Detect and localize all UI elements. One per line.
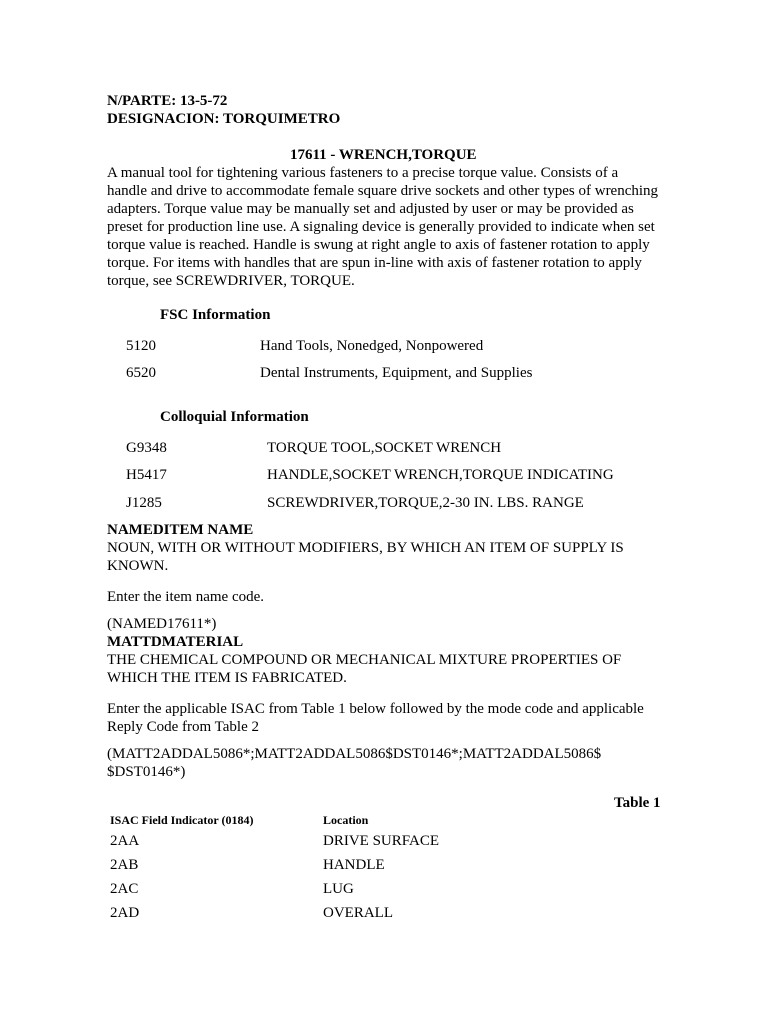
table-1-location: OVERALL [323,905,393,921]
table-1-label: Table 1 [614,795,661,811]
material-definition: WHICH THE ITEM IS FABRICATED. [107,670,347,686]
table-1-code: 2AB [110,857,139,873]
material-instruction: Reply Code from Table 2 [107,719,259,735]
material-instruction: Enter the applicable ISAC from Table 1 below followed by the mode code and applicable [107,701,644,717]
named-item-definition: KNOWN. [107,558,169,574]
fsc-description: Dental Instruments, Equipment, and Supplies [260,365,533,381]
named-item-heading: NAMEDITEM NAME [107,522,254,538]
item-title: 17611 - WRENCH,TORQUE [290,147,477,163]
table-1-header-isac: ISAC Field Indicator (0184) [110,813,254,827]
table-1-header-location: Location [323,813,369,827]
fsc-code: 5120 [126,338,156,354]
description-line: A manual tool for tightening various fasteners to a precise torque value. Consists of a [107,165,619,181]
fsc-heading: FSC Information [160,307,271,323]
table-1-location: LUG [323,881,354,897]
description-line: handle and drive to accommodate female square drive sockets and other types of wrenching [107,183,659,199]
named-item-instruction: Enter the item name code. [107,589,265,605]
colloquial-code: H5417 [126,467,167,483]
colloquial-heading: Colloquial Information [160,409,309,425]
material-code: (MATT2ADDAL5086*;MATT2ADDAL5086$DST0146*;MATT2ADDAL5086$ [107,746,602,762]
fsc-code: 6520 [126,365,156,381]
description-line: preset for production line use. A signaling device is generally provided to indicate when set [107,219,655,235]
colloquial-code: G9348 [126,440,167,456]
colloquial-code: J1285 [126,495,162,511]
material-heading: MATTDMATERIAL [107,634,244,650]
fsc-description: Hand Tools, Nonedged, Nonpowered [260,338,484,354]
part-number: N/PARTE: 13-5-72 [107,93,228,109]
material-definition: THE CHEMICAL COMPOUND OR MECHANICAL MIXTURE PROPERTIES OF [107,652,622,668]
table-1-location: HANDLE [323,857,385,873]
description-line: torque, see SCREWDRIVER, TORQUE. [107,273,355,289]
description-line: torque value is reached. Handle is swung at right angle to axis of fastener rotation to apply [107,237,650,253]
colloquial-description: HANDLE,SOCKET WRENCH,TORQUE INDICATING [267,467,614,483]
table-1-code: 2AA [110,833,140,849]
colloquial-description: TORQUE TOOL,SOCKET WRENCH [267,440,502,456]
colloquial-description: SCREWDRIVER,TORQUE,2-30 IN. LBS. RANGE [267,495,584,511]
named-item-code: (NAMED17611*) [107,616,217,632]
table-1-code: 2AD [110,905,140,921]
table-1-location: DRIVE SURFACE [323,833,439,849]
designation: DESIGNACION: TORQUIMETRO [107,111,341,127]
description-line: adapters. Torque value may be manually set and adjusted by user or may be provided as [107,201,634,217]
table-1-code: 2AC [110,881,139,897]
named-item-definition: NOUN, WITH OR WITHOUT MODIFIERS, BY WHICH AN ITEM OF SUPPLY IS [107,540,624,556]
material-code: $DST0146*) [107,764,186,780]
description-line: torque. For items with handles that are spun in-line with axis of fastener rotation to apply [107,255,642,271]
